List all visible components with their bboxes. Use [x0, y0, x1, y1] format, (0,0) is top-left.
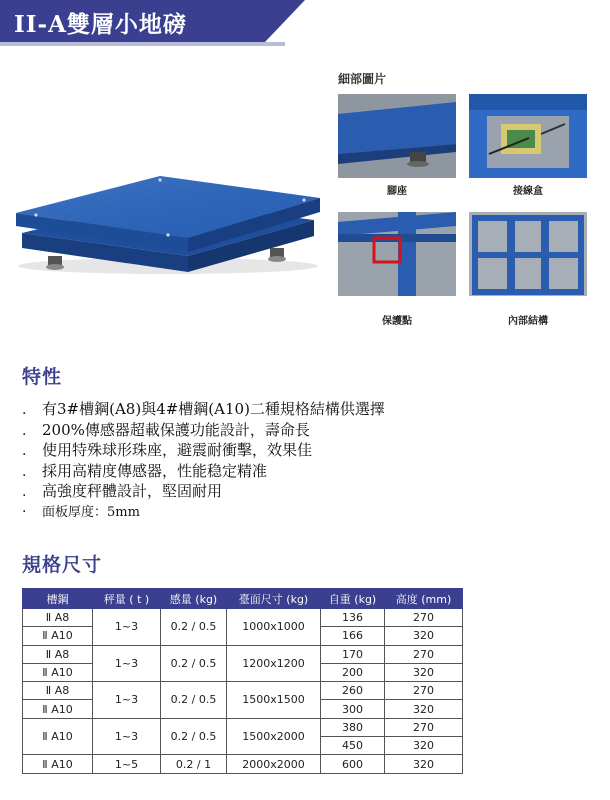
detail-photo-protection-point: [338, 212, 456, 296]
cell-size: 1500x1500: [227, 682, 321, 719]
detail-title: 細部圖片: [338, 72, 387, 86]
cell-weight: 170: [321, 645, 385, 663]
cell-height: 270: [385, 609, 463, 627]
detail-photo-internal-structure: [469, 212, 587, 296]
cell-weight: 380: [321, 718, 385, 736]
cell-capacity: 1~3: [93, 609, 161, 646]
table-row: [23, 755, 463, 773]
cell-sensitivity: 0.2 / 0.5: [161, 645, 227, 682]
cell-sensitivity: 0.2 / 0.5: [161, 718, 227, 755]
cell-sensitivity: 0.2 / 0.5: [161, 609, 227, 646]
list-item: . 高強度秤體設計，堅固耐用: [22, 482, 223, 500]
cell-channel: Ⅱ A10: [23, 627, 93, 645]
list-item: . 採用高精度傳感器，性能稳定精准: [22, 461, 268, 480]
cell-height: 270: [385, 718, 463, 736]
page-title: II-A雙層小地磅: [14, 11, 187, 38]
cell-size: 1500x2000: [227, 718, 321, 755]
cell-weight: 450: [321, 737, 385, 755]
cell-sensitivity: 0.2 / 0.5: [161, 682, 227, 719]
cell-height: 270: [385, 645, 463, 663]
spec-heading: 規格尺寸: [22, 554, 103, 576]
cell-capacity: 1~5: [93, 755, 161, 773]
cell-weight: 600: [321, 755, 385, 773]
cell-channel: Ⅱ A10: [23, 755, 93, 773]
detail-photo-foot: [338, 94, 456, 178]
cell-capacity: 1~3: [93, 718, 161, 755]
detail-caption-internal-structure: 內部結構: [508, 316, 548, 327]
col-header: 高度 (mm): [385, 589, 463, 609]
col-header: 秤量 ( t ): [93, 589, 161, 609]
product-photo: [8, 88, 326, 278]
list-item: · 面板厚度：5mm: [22, 503, 140, 520]
list-item: . 使用特殊球形珠座，避震耐衝擊，效果佳: [22, 441, 313, 459]
detail-photo-junction-box: [469, 94, 587, 178]
features-heading: 特性: [22, 366, 63, 388]
table-row: [23, 645, 463, 663]
cell-size: 1200x1200: [227, 645, 321, 682]
cell-weight: 300: [321, 700, 385, 718]
cell-height: 320: [385, 663, 463, 681]
col-header: 感量 (kg): [161, 589, 227, 609]
header-banner-shadow: [0, 42, 285, 46]
cell-size: 2000x2000: [227, 755, 321, 773]
cell-channel: Ⅱ A10: [23, 718, 93, 755]
col-header: 槽鋼: [23, 589, 93, 609]
spec-header-row: [23, 589, 463, 609]
list-item: . 有3#槽鋼(A8)與4#槽鋼(A10)二種規格結構供選擇: [22, 400, 385, 418]
cell-height: 320: [385, 700, 463, 718]
cell-sensitivity: 0.2 / 1: [161, 755, 227, 773]
detail-caption-junction-box: 接線盒: [513, 186, 543, 197]
cell-channel: Ⅱ A10: [23, 663, 93, 681]
header-banner-tail: [265, 0, 305, 42]
cell-weight: 166: [321, 627, 385, 645]
table-row: [23, 682, 463, 700]
cell-height: 320: [385, 627, 463, 645]
detail-caption-protection-point: 保護點: [382, 316, 412, 327]
col-header: 臺面尺寸 (kg): [227, 589, 321, 609]
cell-height: 320: [385, 755, 463, 773]
detail-caption-foot: 腳座: [387, 186, 407, 197]
spec-table: [22, 588, 463, 774]
cell-weight: 200: [321, 663, 385, 681]
features-list: [22, 398, 582, 521]
cell-height: 270: [385, 682, 463, 700]
cell-channel: Ⅱ A10: [23, 700, 93, 718]
cell-height: 320: [385, 737, 463, 755]
cell-size: 1000x1000: [227, 609, 321, 646]
list-item: . 200%傳感器超載保護功能設計，壽命長: [22, 420, 310, 439]
cell-weight: 260: [321, 682, 385, 700]
table-row: [23, 609, 463, 627]
table-row: [23, 718, 463, 736]
cell-channel: Ⅱ A8: [23, 645, 93, 663]
col-header: 自重 (kg): [321, 589, 385, 609]
cell-channel: Ⅱ A8: [23, 609, 93, 627]
cell-weight: 136: [321, 609, 385, 627]
cell-capacity: 1~3: [93, 682, 161, 719]
cell-channel: Ⅱ A8: [23, 682, 93, 700]
cell-capacity: 1~3: [93, 645, 161, 682]
